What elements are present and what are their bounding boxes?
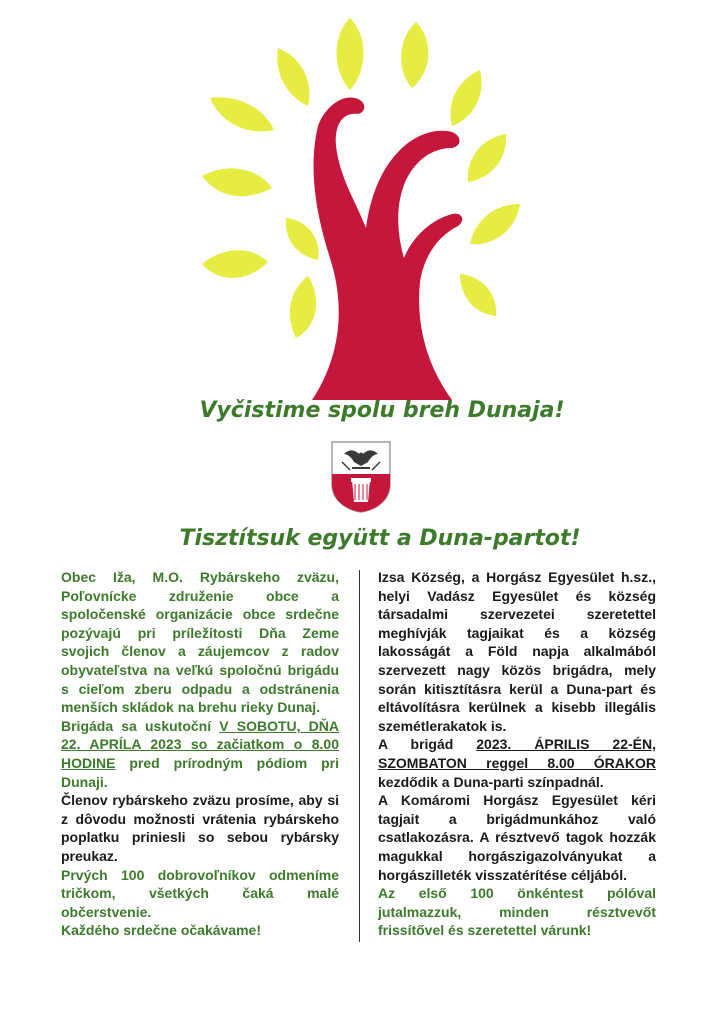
leaf bbox=[202, 168, 272, 196]
date-intro: A brigád bbox=[378, 736, 477, 753]
reward-paragraph: Az első 100 önkéntest pólóval jutalmazzuk, minden résztvevőt frissítővel és szeretettel várunk! bbox=[378, 885, 656, 939]
leaf bbox=[470, 204, 520, 244]
slovak-column bbox=[61, 568, 339, 940]
leaf bbox=[468, 134, 506, 182]
leaf bbox=[210, 97, 274, 131]
leaf bbox=[286, 218, 319, 260]
fishing-license-paragraph: A Komáromi Horgász Egyesület kéri tagjait a brigádmunkához való csatlakozásra. A résztvevő tagok hozzák magukkal horgászigazolványukat a horgászilleték visszatérítése céljából. bbox=[378, 792, 656, 883]
page-title-slovak: Vyčistime spolu breh Dunaja! bbox=[199, 398, 565, 423]
tree-trunk bbox=[312, 98, 462, 400]
page-title-hungarian: Tisztítsuk együtt a Duna-partot! bbox=[179, 526, 581, 551]
leaf bbox=[277, 48, 309, 106]
coat-of-arms bbox=[330, 440, 392, 514]
event-location: kezdődik a Duna-parti színpadnál. bbox=[378, 773, 604, 790]
hungarian-column bbox=[378, 568, 656, 940]
date-intro: Brigáda sa uskutoční bbox=[61, 717, 220, 734]
leaf bbox=[290, 276, 316, 338]
invitation-paragraph: Izsa Község, a Horgász Egyesület h.sz., helyi Vadász Egyesület és község társadalmi szervezetei szeretettel meghívják tagjaikat és a község lakosságát a Föld napja alkalmából szervezett nagy közös brigádra, mely során kitisztításra kerül a Duna-part és eltávolításra kerülnek a kisebb illegális szemétlerakatok is. bbox=[378, 569, 656, 734]
leaf bbox=[450, 70, 481, 126]
column-divider bbox=[359, 570, 360, 942]
date-paragraph bbox=[378, 735, 656, 791]
invitation-paragraph: Obec Iža, M.O. Rybárskeho zväzu, Poľovnícke združenie obce a spoločenské organizácie obce srdečne pozývajú pri príležitosti Dňa Zeme svojich členov a záujemcov z radov obyvateľstva na veľkú spoločnú brigádu s cieľom zberu odpadu a odstránenia menších skládok na brehu rieky Dunaj. bbox=[61, 569, 339, 716]
leaf bbox=[401, 22, 428, 88]
leaf bbox=[202, 250, 268, 278]
leaf bbox=[337, 18, 364, 90]
event-location: pred prírodným pódiom pri Dunaji. bbox=[61, 754, 339, 790]
date-paragraph bbox=[61, 717, 339, 791]
tree-logo bbox=[190, 8, 530, 400]
leaf bbox=[460, 274, 496, 316]
closing-paragraph: Každého srdečne očakávame! bbox=[61, 922, 261, 939]
event-date: V SOBOTU, DŇA 22. APRÍLA 2023 so začiatkom o 8.00 HODINE bbox=[61, 717, 340, 771]
reward-paragraph: Prvých 100 dobrovoľníkov odmeníme tričkom, všetkých čaká malé občerstvenie. bbox=[61, 866, 339, 920]
event-date: 2023. ÁPRILIS 22-ÉN, SZOMBATON reggel 8.00 ÓRAKOR bbox=[378, 736, 656, 771]
fishing-license-paragraph: Členov rybárskeho zväzu prosíme, aby si z dôvodu možnosti vrátenia rybárskeho poplatku priniesli so sebou rybársky preukaz. bbox=[61, 792, 339, 864]
